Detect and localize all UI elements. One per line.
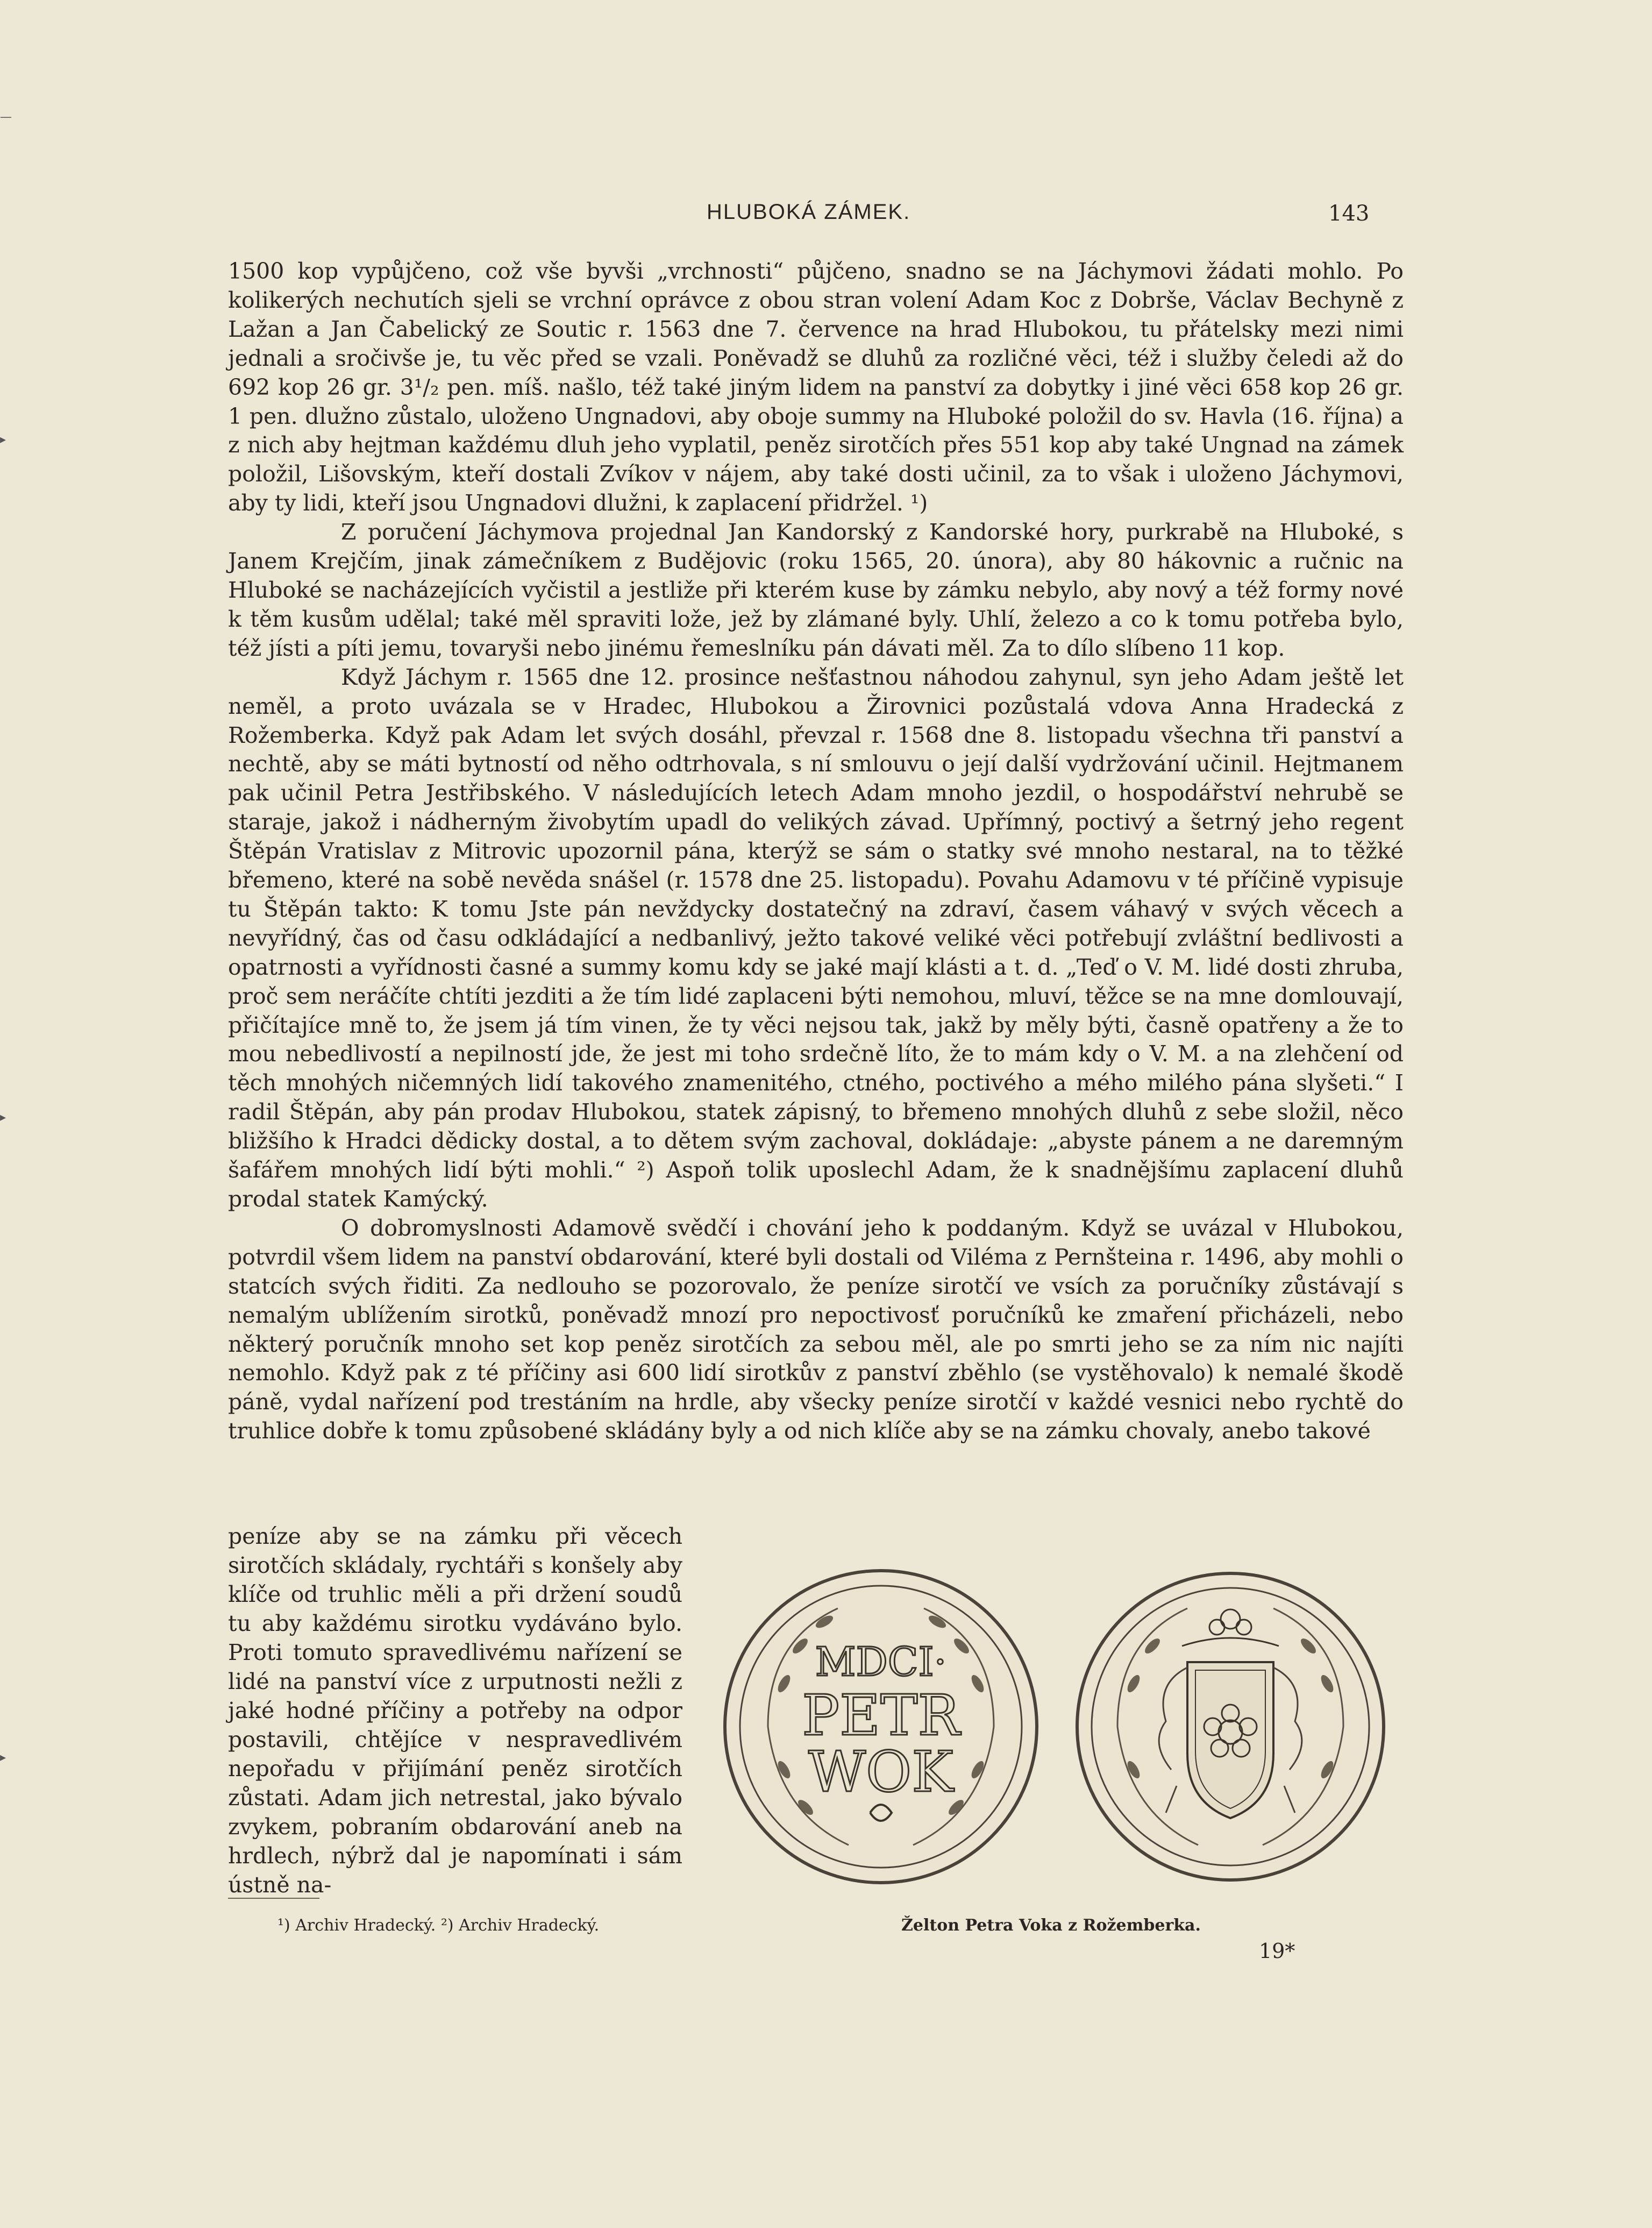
paragraph: Z poručení Jáchymova projednal Jan Kandorský z Kandorské hory, purkrabě na Hluboké, s Janem Krejčím, jinak zámečníkem z Budějovic (roku 1565, 20. února), aby 80 hákovnic a ručnic na Hluboké se nacházejících vyčistil a jestliže při kterém kuse by zámku nebylo, aby nový a též formy nové k těm kusům udělal; také měl spraviti lože, jež by zlámané byly. Uhlí, železo a co k tomu potřeba bylo, též jísti a píti jemu, tovaryši nebo jinému řemeslníku pán dávati měl. Za to dílo slíbeno 11 kop. — [228, 519, 1404, 661]
coin-reverse — [1077, 1573, 1384, 1880]
margin-mark: ▸ — [0, 433, 6, 446]
footnote-rule — [228, 1898, 319, 1899]
signature-mark: 19* — [1259, 1939, 1295, 1963]
margin-mark: — — [0, 110, 12, 124]
margin-mark: ▸ — [0, 1751, 6, 1764]
coin-figure — [709, 1560, 1402, 1893]
paragraph: 1500 kop vypůjčeno, což vše byvši „vrchnosti“ půjčeno, snadno se na Jáchymovi žádati mohlo. Po kolikerých nechutích sjeli se vrchní oprávce z obou stran volení Adam Koc z Dobrše, Václav Bechyně z Lažan a Jan Čabelický ze Soutic r. 1563 dne 7. července na hrad Hlubokou, tu přátelsky mezi nimi jednali a sročivše je, tu věc před se vzali. Poněvadž se dluhů za rozličné věci, též i služby čeledi až do 692 kop 26 gr. 3¹/₂ pen. míš. našlo, též také jiným lidem na panství za dobytky i jiné věci 658 kop 26 gr. 1 pen. dlužno zůstalo, uloženo Ungnadovi, aby oboje summy na Hluboké položil do sv. Havla (16. října) a z nich aby hejtman každému dluh jeho vyplatil, peněz sirotčích přes 551 kop aby také Ungnad na zámek položil, Lišovským, kteří dostali Zvíkov v nájem, aby také dosti učinil, za to však i uloženo Jáchymovi, aby ty lidi, kteří jsou Ungnadovi dlužni, k zaplacení přidržel. ¹) — [228, 258, 1404, 516]
wrap-paragraph: peníze aby se na zámku při věcech sirotčích skládaly, rychtáři s konšely aby klíče od truhlic měli a při držení soudů tu aby každému sirotku vydáváno bylo. Proti tomuto spravedlivému nařízení se lidé na panství více z urputnosti nežli z jaké hodné příčiny a potřeby na odpor postavili, chtějíce v nespravedlivém nepořadu v přijímání peněz sirotčích zůstati. Adam jich netrestal, jako bývalo zvykem, pobraním obdarování aneb na hrdlech, nýbrž dal je napomínati i sám ústně na- — [228, 1523, 682, 1898]
figure-caption: Želton Petra Voka z Rožemberka. — [901, 1916, 1201, 1935]
running-head: HLUBOKÁ ZÁMEK. — [707, 200, 911, 224]
coin-obverse — [725, 1571, 1037, 1883]
paragraph: Když Jáchym r. 1565 dne 12. prosince nešťastnou náhodou zahynul, syn jeho Adam ještě let neměl, a proto uvázala se v Hradec, Hlubokou a Žirovnici pozůstalá vdova Anna Hradecká z Rožemberka. Když pak Adam let svých dosáhl, převzal r. 1568 dne 8. listopadu všechna tři panství a nechtě, aby se máti bytností od něho odtrhovala, s ní smlouvu o její další vydržování učinil. Hejtmanem pak učinil Petra Jestřibského. V následujících letech Adam mnoho jezdil, o hospodářství nehrubě se staraje, jakož i nádherným živobytím upadl do velikých závad. Upřímný, poctivý a šetrný jeho regent Štěpán Vratislav z Mitrovic upozornil pána, kterýž se sám o statky své mnoho nestaral, na to těžké břemeno, které na sobě nevěda snášel (r. 1578 dne 25. listopadu). Povahu Adamovu v té příčině vypisuje tu Štěpán takto: K tomu Jste pán nevždycky dostatečný na zdraví, časem váhavý v svých věcech a nevyřídný, čas od času odkládající a nedbanlivý, ježto takové veliké věci potřebují zvláštní bedlivosti a opatrnosti a vyřídnosti časné a summy komu kdy se jaké mají klásti a t. d. „Teď o V. M. lidé dosti zhruba, proč sem neráčíte chtíti jezditi a že tím lidé zaplaceni býti nemohou, mluví, těžce se na mne domlouvají, přičítajíce mně to, že jsem já tím vinen, že ty věci nejsou tak, jakž by měly býti, časně opatřeny a že to mou nebedlivostí a nepilností jde, že jest mi toho srdečně líto, že to mám kdy o V. M. a na zlehčení od těch mnohých ničemných lidí takového znamenitého, ctného, poctivého a mého milého pána slyšeti.“ I radil Štěpán, aby pán prodav Hlubokou, statek zápisný, to břemeno mnohých dluhů z sebe složil, něco bližšího k Hradci dědicky dostal, a to dětem svým zachoval, dokládaje: „abyste pánem a ne daremným šafářem mnohých lidí býti mohli.“ ²) Aspoň tolik uposlechl Adam, že k snadnějšímu zaplacení dluhů prodal statek Kamýcký. — [228, 664, 1404, 1212]
page-number: 143 — [1328, 201, 1370, 226]
obverse-line: MDCI· — [815, 1639, 947, 1685]
margin-mark: ▸ — [0, 1111, 6, 1124]
obverse-line: WOK — [808, 1739, 953, 1805]
obverse-line: PETR — [802, 1683, 960, 1748]
paragraph: O dobromyslnosti Adamově svědčí i chování jeho k poddaným. Když se uvázal v Hlubokou, potvrdil všem lidem na panství obdarování, které byli dostali od Viléma z Pernšteina r. 1496, aby mohli o statcích svých řiditi. Za nedlouho se pozorovalo, že peníze sirotčí ve vsích za poručníky zůstávají s nemalým ublížením sirotků, poněvadž mnozí pro nepoctivosť poručníků ke zmaření přicházeli, nebo některý poručník mnoho set kop peněz sirotčích za sebou měl, ale po smrti jeho se za ním nic najíti nemohlo. Když pak z té příčiny asi 600 lidí sirotkův z panství zběhlo (se vystěhovalo) k nemalé škodě páně, vydal nařízení pod trestáním na hrdle, aby všecky peníze sirotčí v každé vesnici nebo rychtě do truhlice dobře k tomu způsobené skládány byly a od nich klíče aby se na zámku chovaly, anebo takové — [228, 1215, 1404, 1444]
footnotes: ¹) Archiv Hradecký. ²) Archiv Hradecký. — [277, 1916, 600, 1935]
body-text — [228, 257, 1404, 1446]
